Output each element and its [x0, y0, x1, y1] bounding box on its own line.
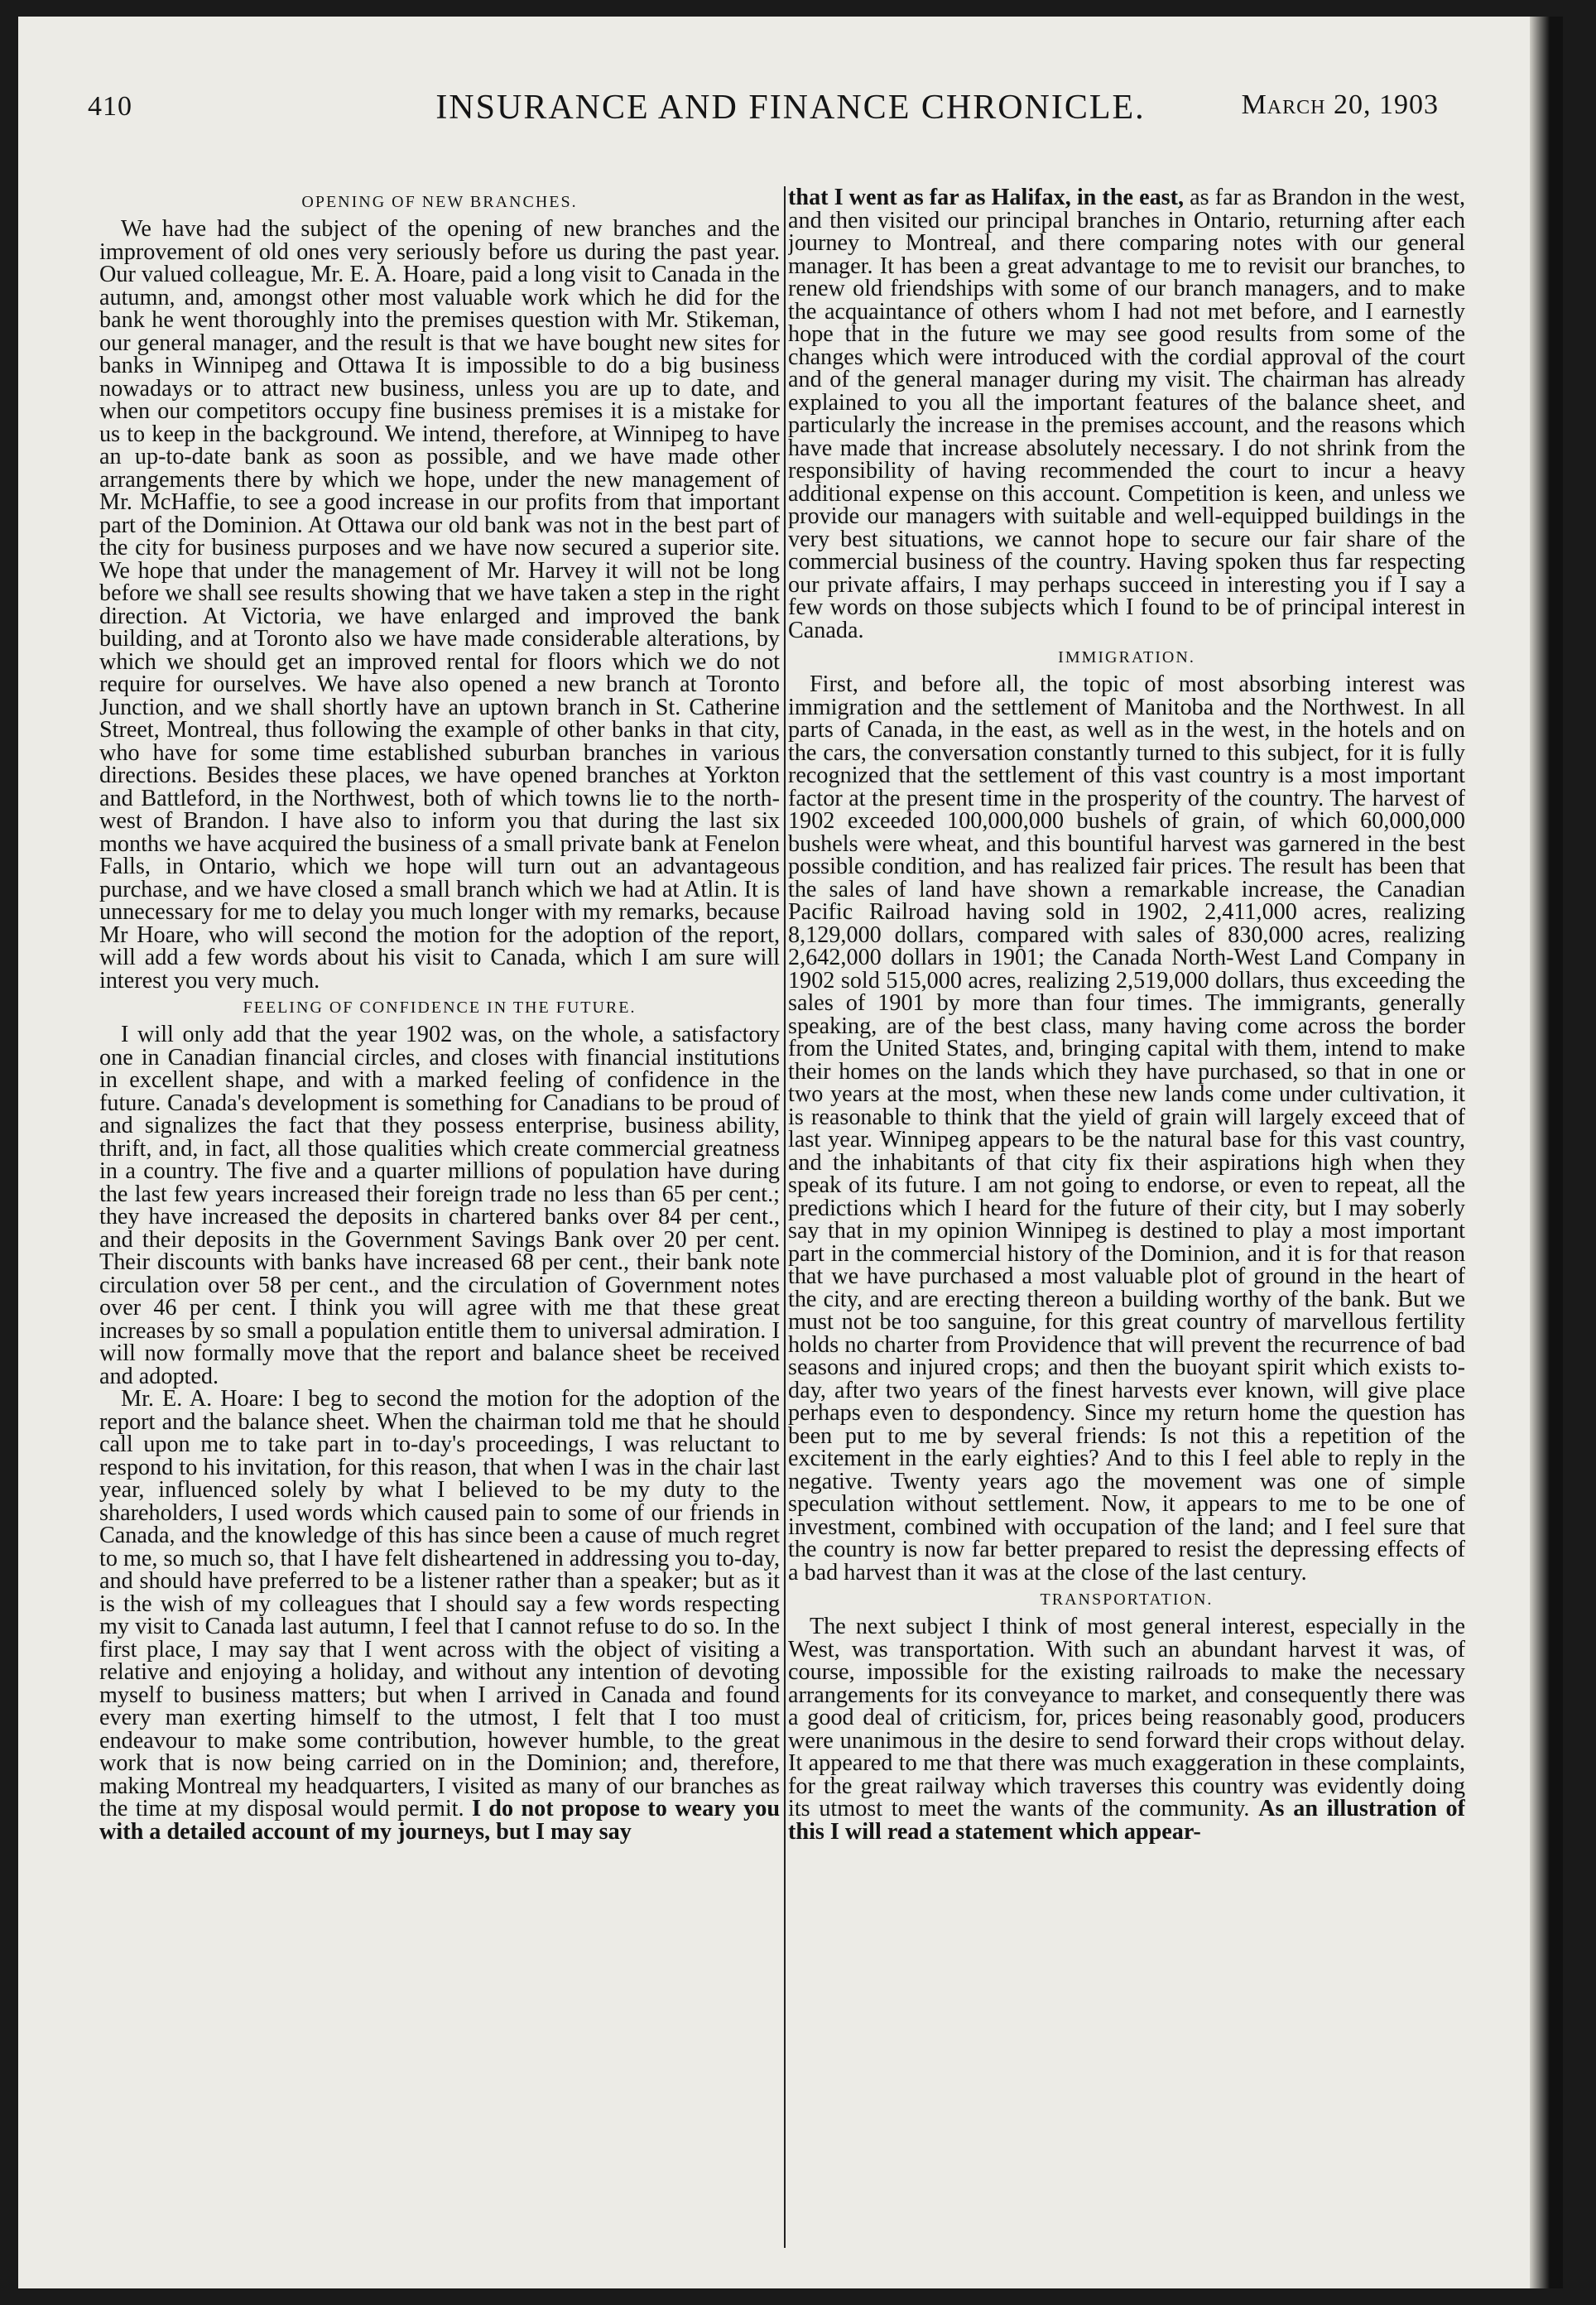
hoare-text: Mr. E. A. Hoare: I beg to second the motion for the adoption of the report and the balance sheet. When the chairman told me that he should call upon me to take part in to-day's proceedings, I was reluctant to respond to his invitation, for this reason, that when I was in the chair last year, influenced solely by what I believed to be my duty to the shareholders, I used words which caused pain to some of our friends in Canada, and the knowledge of this has since been a cause of much regret to me, so much so, that I have felt disheartened in addressing you to-day, and should have preferred to be a listener rather than a speaker; but as it is the wish of my colleagues that I should say a few words respecting my visit to Canada last autumn, I feel that I cannot refuse to do so. In the first place, I may say that I went across with the object of visiting a relative and enjoying a holiday, and without any intention of devoting myself to business matters; but when I arrived in Canada and found every man exerting himself to the utmost, I felt that I too must endeavour to make some contribution, however humble, to the great work that is now being carried on in the Dominion; and, therefore, making Montreal my headquarters, I visited as many of our branches as the time at my disposal would permit. [99, 1386, 780, 1821]
transportation-text: The next subject I think of most general interest, especially in the West, was transportation. With such an abundant harvest it was, of course, impossible for the existing railroads to make the necessary arrangements for its conveyance to market, and consequently there was a good deal of criticism, for, prices being reasonably good, producers were unanimous in the desire to send forward their crops without delay. It appeared to me that there was much exaggeration in these complaints, for the great railway which traverses this country was evidently doing its utmost to meet the wants of the community. [788, 1614, 1465, 1821]
page-edge-shadow [1530, 17, 1563, 2288]
journal-title: INSURANCE AND FINANCE CHRONICLE. [435, 89, 1146, 127]
page-header [18, 17, 1563, 141]
hoare-bold-text: I do not propose to weary you with a detailed account of my journeys, but I may say [99, 1796, 780, 1845]
continued-bold-text: that I went as far as Halifax, in the east, [788, 186, 1185, 210]
paragraph-immigration: First, and before all, the topic of most absorbing interest was immigration and the settlement of Manitoba and the Northwest. In all parts of Canada, in the east, as well as in the west, in the hotels and on the cars, the conversation constantly turned to this subject, for it is fully recognized that the settlement of this vast country is a most important factor at the present time in the prosperity of the country. The harvest of 1902 exceeded 100,000,000 bushels of grain, of which 60,000,000 bushels were wheat, and this bountiful harvest was garnered in the best possible condition, and has realized fair prices. The result has been that the sales of land have shown a remarkable increase, the Canadian Pacific Railroad having sold in 1902, 2,411,000 acres, realizing 8,129,000 dollars, compared with sales of 830,000 acres, realizing 2,642,000 dollars in 1901; the Canada North-West Land Company in 1902 sold 515,000 acres, realizing 2,519,000 dollars, thus exceeding the sales of 1901 by more than four times. The immigrants, generally speaking, are of the best class, many having come across the border from the United States, and, bringing capital with them, intend to make their homes on the lands which they have purchased, so that in one or two years at the most, when these new lands come under cultivation, it is reasonable to think that the yield of grain will largely exceed that of last year. Winnipeg appears to be the natural base for this vast country, and the inhabitants of that city fix their aspirations high when they speak of its future. I am not going to endorse, or even to repeat, all the predictions which I heard for the future of their city, but I may soberly say that in my opinion Winnipeg is destined to play a most important part in the commercial history of the Dominion, and it is for that reason that we have purchased a most valuable plot of ground in the heart of the city, and are erecting thereon a building worthy of the bank. But we must not be too sanguine, for this great country of marvellous fertility holds no charter from Providence that will prevent the recurrence of bad seasons and injured crops; and then the buoyant spirit which exists to-day, after two years of the finest harvests ever known, will give place perhaps even to despondency. Since my return home the question has been put to me by several friends: Is not this a repetition of the excitement in the early eighties? And to this I feel able to reply in the negative. Twenty years ago the movement was one of simple speculation without settlement. Now, it appears to me to be one of investment, combined with occupation of the land; and I feel sure that the country is now far better prepared to resist the depressing effects of a bad harvest than it was at the close of the last century. [788, 671, 1465, 1586]
paragraph-hoare [99, 1388, 780, 1843]
page-number: 410 [88, 91, 132, 122]
section-heading-immigration: IMMIGRATION. [1058, 648, 1195, 666]
transportation-bold-text: As an illustration of this I will read a statement which appear- [788, 1796, 1465, 1845]
section-heading-new-branches: OPENING OF NEW BRANCHES. [301, 193, 578, 211]
newspaper-page [18, 17, 1563, 2288]
paragraph-transportation [788, 1615, 1465, 1843]
continued-text: as far as Brandon in the west, and then visited our principal branches in Ontario, returning after each journey to Montreal, and there comparing notes with our general manager. It has been a great advantage to me to revisit our branches, to renew old friendships with some of our branch managers, and to make the acquaintance of others whom I had not met before, and I earnestly hope that in the future we may see good results from some of the changes which were introduced with the cordial approval of the court and of the general manager during my visit. The chairman has already explained to you all the important features of the balance sheet, and particularly the increase in the premises account, and the reasons which have made that increase absolutely necessary. I do not shrink from the responsibility of having recommended the court to incur a heavy additional expense on this account. Competition is keen, and unless we provide our managers with suitable and well-equipped buildings in the very best situations, we cannot hope to secure our fair share of the commercial business of the country. Having spoken thus far respecting our private affairs, I may perhaps succeed in interesting you if I say a few words on those subjects which I found to be of principal interest in Canada. [788, 186, 1465, 643]
section-heading-transportation: TRANSPORTATION. [1040, 1590, 1214, 1609]
paragraph-new-branches: We have had the subject of the opening of new branches and the improvement of old ones very seriously before us during the past year. Our valued colleague, Mr. E. A. Hoare, paid a long visit to Canada in the autumn, and, amongst other most valuable work which he did for the bank he went thoroughly into the premises question with Mr. Stikeman, our general manager, and the result is that we have bought new sites for banks in Winnipeg and Ottawa It is impossible to do a big business nowadays or to attract new business, unless you are up to date, and when our competitors occupy fine business premises it is a mistake for us to keep in the background. We intend, therefore, at Winnipeg to have an up-to-date bank as soon as possible, and we have made other arrangements there by which we hope, under the new management of Mr. McHaffie, to see a good increase in our profits from that important part of the Dominion. At Ottawa our old bank was not in the best part of the city for business purposes and we have now secured a superior site. We hope that under the management of Mr. Harvey it will not be long before we shall see results showing that we have taken a step in the right direction. At Victoria, we have enlarged and improved the bank building, and at Toronto also we have made considerable alterations, by which we should get an improved rental for floors which we do not require for ourselves. We have also opened a new branch at Toronto Junction, and we shall shortly have an uptown branch in St. Catherine Street, Montreal, thus following the example of other banks in that city, who have for some time established suburban branches in various directions. Besides these places, we have opened branches at Yorkton and Battleford, in the Northwest, both of which towns lie to the north-west of Brandon. I have also to inform you that during the last six months we have acquired the business of a small private bank at Fenelon Falls, in Ontario, which we hope will turn out an advantageous purchase, and we have closed a small branch which we had at Atlin. It is unnecessary for me to delay you much longer with my remarks, because Mr Hoare, who will second the motion for the adoption of the report, will add a few words about his visit to Canada, which I am sure will interest you very much. [99, 216, 780, 994]
right-column [788, 186, 1465, 2280]
column-rule [784, 186, 786, 2248]
section-heading-confidence: FEELING OF CONFIDENCE IN THE FUTURE. [243, 999, 637, 1017]
issue-date: March 20, 1903 [1241, 89, 1439, 120]
paragraph-continued [788, 186, 1465, 642]
paragraph-confidence: I will only add that the year 1902 was, on the whole, a satisfactory one in Canadian financial circles, and closes with financial institutions in excellent shape, and with a marked feeling of confidence in the future. Canada's development is something for Canadians to be proud of and signalizes the fact that they possess enterprise, business ability, thrift, and, in fact, all those qualities which create commercial greatness in a country. The five and a quarter millions of population have during the last few years increased their foreign trade no less than 65 per cent.; they have increased the deposits in chartered banks over 84 per cent., and their deposits in the Government Savings Bank over 20 per cent. Their discounts with banks have increased 68 per cent., their bank note circulation over 58 per cent., and the circulation of Government notes over 46 per cent. I think you will agree with me that these great increases by so small a population entitle them to universal admiration. I will now formally move that the report and balance sheet be received and adopted. [99, 1022, 780, 1389]
left-column [99, 186, 780, 2280]
